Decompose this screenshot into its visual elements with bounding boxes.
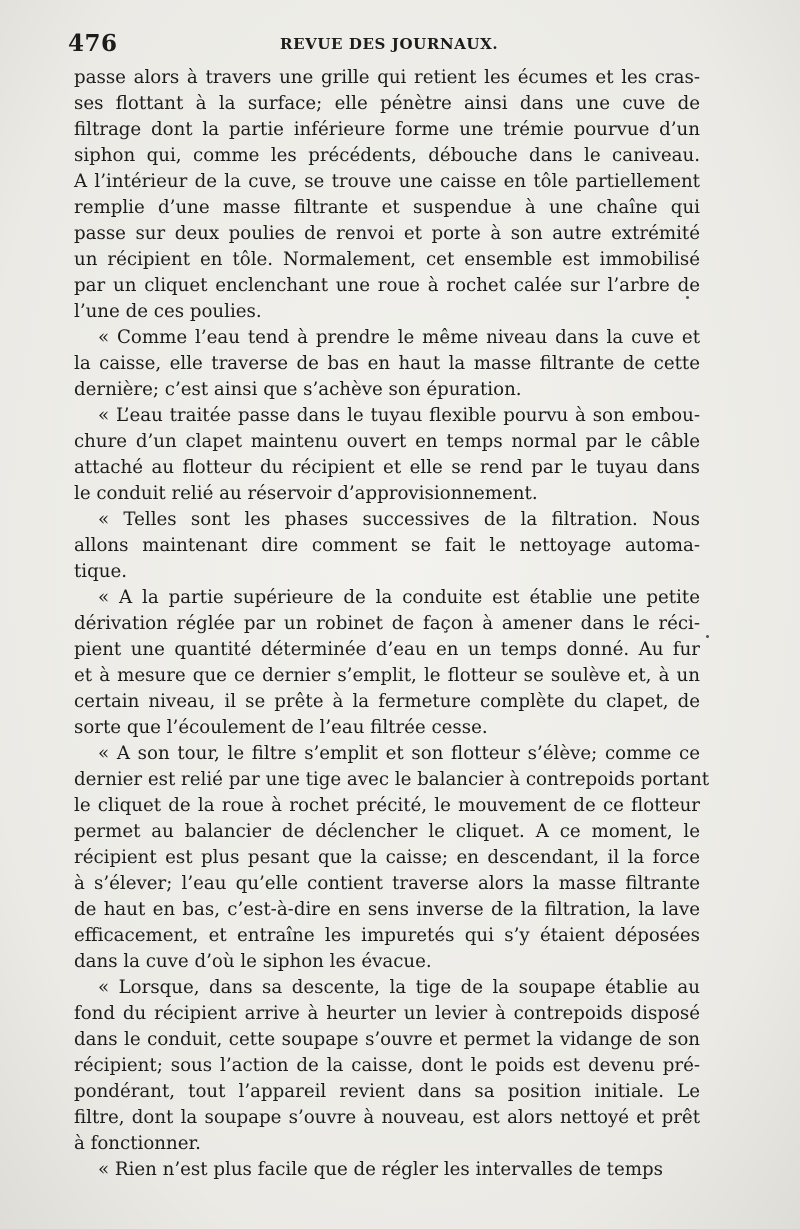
text-line: efficacement, et entraîne les impuretés qui s’y étaient déposées <box>74 925 700 946</box>
text-line: « Comme l’eau tend à prendre le même niveau dans la cuve et <box>98 327 700 348</box>
body-text <box>74 65 710 1183</box>
text-line: siphon qui, comme les précédents, débouche dans le caniveau. <box>74 145 700 166</box>
text-line: par un cliquet enclenchant une roue à rochet calée sur l’arbre de <box>74 275 700 296</box>
text-line: l’une de ces poulies. <box>74 301 262 322</box>
text-line: dans le conduit, cette soupape s’ouvre et permet la vidange de son <box>74 1029 700 1050</box>
text-line: dérivation réglée par un robinet de façon à amener dans le réci- <box>74 613 700 634</box>
margin-dot <box>686 296 689 299</box>
text-line: à fonctionner. <box>74 1133 201 1154</box>
text-line: pient une quantité déterminée d’eau en un temps donné. Au fur <box>74 639 700 660</box>
text-line: dernière; c’est ainsi que s’achève son épuration. <box>74 379 522 400</box>
text-line: dernier est relié par une tige avec le balancier à contrepoids portant <box>74 769 710 790</box>
text-line: filtrage dont la partie inférieure forme une trémie pourvue d’un <box>74 119 700 140</box>
page-header <box>68 30 728 60</box>
text-line: chure d’un clapet maintenu ouvert en temps normal par le câble <box>74 431 700 452</box>
text-line: récipient; sous l’action de la caisse, dont le poids est devenu pré- <box>74 1055 700 1076</box>
text-line: permet au balancier de déclencher le cliquet. A ce moment, le <box>74 821 700 842</box>
text-line: « Telles sont les phases successives de la filtration. Nous <box>98 509 700 530</box>
text-line: de haut en bas, c’est-à-dire en sens inverse de la filtration, la lave <box>74 899 700 920</box>
text-line: « Rien n’est plus facile que de régler les intervalles de temps <box>98 1159 663 1180</box>
text-line: sorte que l’écoulement de l’eau filtrée cesse. <box>74 717 488 738</box>
text-line: passe alors à travers une grille qui retient les écumes et les cras- <box>74 67 700 88</box>
text-line: « Lorsque, dans sa descente, la tige de la soupape établie au <box>98 977 700 998</box>
text-line: remplie d’une masse filtrante et suspendue à une chaîne qui <box>74 197 700 218</box>
text-line: la caisse, elle traverse de bas en haut la masse filtrante de cette <box>74 353 700 374</box>
text-line: « L’eau traitée passe dans le tuyau flexible pourvu à son embou- <box>98 405 700 426</box>
text-line: allons maintenant dire comment se fait le nettoyage automa- <box>74 535 700 556</box>
text-line: un récipient en tôle. Normalement, cet ensemble est immobilisé <box>74 249 700 270</box>
text-line: filtre, dont la soupape s’ouvre à nouveau, est alors nettoyé et prêt <box>74 1107 700 1128</box>
text-line: et à mesure que ce dernier s’emplit, le flotteur se soulève et, à un <box>74 665 700 686</box>
text-line: certain niveau, il se prête à la fermeture complète du clapet, de <box>74 691 700 712</box>
text-line: dans la cuve d’où le siphon les évacue. <box>74 951 432 972</box>
text-line: « A son tour, le filtre s’emplit et son flotteur s’élève; comme ce <box>98 743 700 764</box>
text-line: le cliquet de la roue à rochet précité, le mouvement de ce flotteur <box>74 795 700 816</box>
running-title: REVUE DES JOURNAUX. <box>280 35 499 53</box>
text-line: passe sur deux poulies de renvoi et porte à son autre extrémité <box>74 223 700 244</box>
margin-dot <box>706 635 709 638</box>
text-line: « A la partie supérieure de la conduite est établie une petite <box>98 587 700 608</box>
text-line: fond du récipient arrive à heurter un levier à contrepoids disposé <box>74 1003 700 1024</box>
text-line: récipient est plus pesant que la caisse; en descendant, il la force <box>74 847 700 868</box>
text-line: pondérant, tout l’appareil revient dans sa position initiale. Le <box>74 1081 700 1102</box>
text-line: ses flottant à la surface; elle pénètre ainsi dans une cuve de <box>74 93 700 114</box>
page-number: 476 <box>68 30 118 57</box>
text-line: attaché au flotteur du récipient et elle se rend par le tuyau dans <box>74 457 700 478</box>
text-line: A l’intérieur de la cuve, se trouve une caisse en tôle partiellement <box>74 171 700 192</box>
text-line: tique. <box>74 561 128 582</box>
text-line: à s’élever; l’eau qu’elle contient traverse alors la masse filtrante <box>74 873 700 894</box>
text-line: le conduit relié au réservoir d’approvisionnement. <box>74 483 538 504</box>
